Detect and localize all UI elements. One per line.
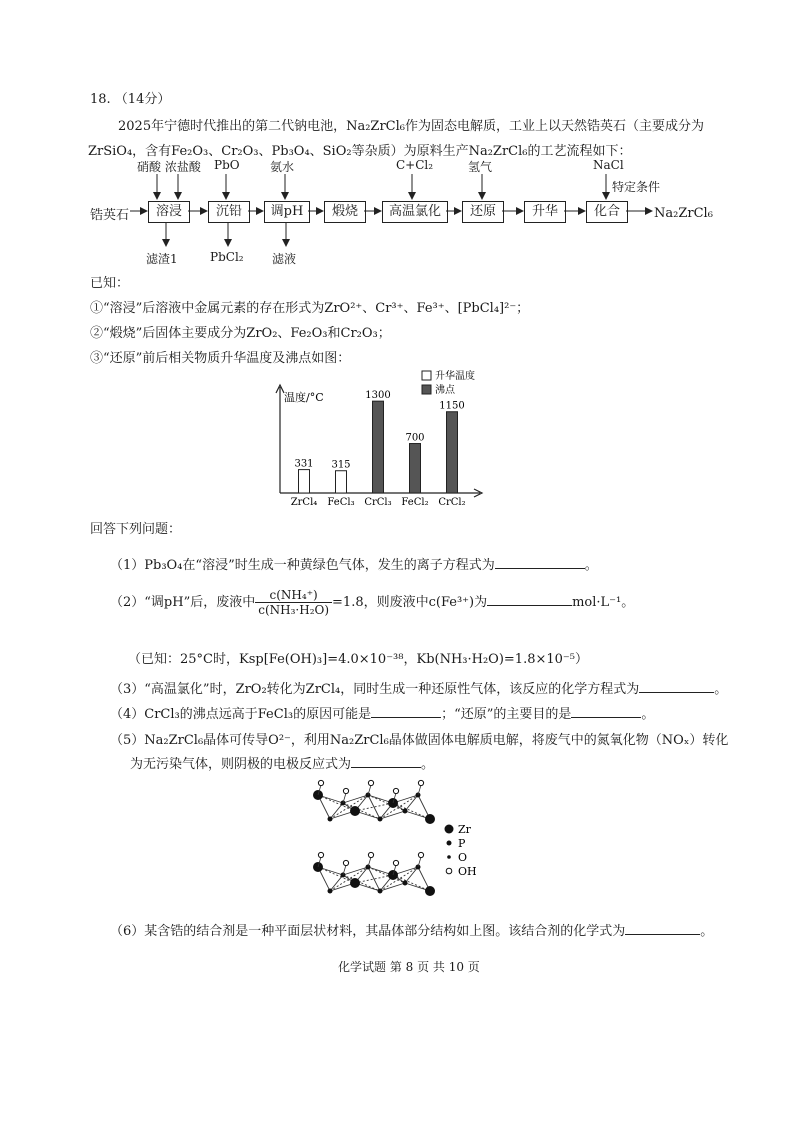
x-tick-label-4: CrCl₂: [438, 497, 466, 508]
x-tick-label-2: CrCl₃: [364, 497, 392, 508]
question-5-line-2: [130, 753, 434, 772]
oh-group: [343, 860, 348, 865]
flow-start: 锆英石: [90, 208, 130, 223]
flow-end: Na₂ZrCl₆: [654, 206, 713, 221]
question-4: [110, 703, 654, 722]
legend-o: O: [458, 851, 468, 864]
p-atom: [328, 817, 333, 822]
flow-output-pbcl2: PbCl₂: [210, 250, 244, 264]
intro-line-1: 2025年宁德时代推出的第二代钠电池，Na₂ZrCl₆作为固态电解质，工业上以天然锆英石（主要成分为: [118, 119, 704, 134]
p-atom: [403, 809, 408, 814]
q6-answer-blank[interactable]: [625, 922, 700, 935]
legend-o-marker: [447, 855, 451, 859]
zr-atom: [350, 806, 360, 816]
flow-step-adjust-ph: 调pH: [264, 201, 310, 223]
bar-value-label-4: 1150: [439, 400, 465, 412]
oh-group: [318, 780, 323, 785]
bar-boiling-3: [410, 444, 421, 493]
legend-oh-marker: [446, 868, 452, 874]
q2-fraction: [255, 588, 332, 617]
q4-end: 。: [641, 707, 655, 722]
q4-answer-blank-2[interactable]: [571, 705, 641, 718]
crystal-layer-2: [313, 852, 435, 896]
question-2: [110, 588, 634, 617]
bar-value-label-1: 315: [331, 459, 351, 471]
flow-input-hydrogen: 氢气: [468, 160, 493, 174]
question-3: [110, 678, 727, 697]
flow-step-leach: 溶浸: [148, 201, 190, 223]
q2-text: （2）“调pH”后，废液中: [110, 595, 256, 610]
oh-group: [418, 852, 423, 857]
known-item-1: ①“溶浸”后溶液中金属元素的存在形式为ZrO²⁺、Cr³⁺、Fe³⁺、[PbCl₄]²⁻；: [90, 301, 530, 316]
flow-input-c-cl2: C+Cl₂: [396, 158, 434, 172]
flow-input-nacl: NaCl: [593, 158, 624, 172]
flow-condition: 特定条件: [612, 180, 661, 194]
legend-zr: Zr: [458, 823, 471, 836]
legend-boiling: 沸点: [435, 385, 455, 396]
oh-group: [343, 788, 348, 793]
legend-p: P: [458, 837, 466, 850]
q5-end: 。: [421, 757, 435, 772]
flow-output-filtrate: 滤液: [272, 252, 297, 266]
q3-end: 。: [714, 682, 728, 697]
p-atom: [403, 881, 408, 886]
question-6: [110, 920, 713, 939]
zr-atom: [350, 878, 360, 888]
flow-step-calcine: 煅烧: [324, 201, 366, 223]
flow-step-pb-precip: 沉铅: [208, 201, 250, 223]
q5-answer-blank[interactable]: [351, 755, 421, 768]
zr-atom: [425, 814, 435, 824]
q2-numerator: c(NH₄⁺): [255, 588, 332, 603]
zr-atom: [425, 886, 435, 896]
flow-input-acid: 硝酸 浓盐酸: [137, 160, 201, 174]
flow-arrows: [0, 0, 800, 280]
p-atom: [378, 817, 383, 822]
q6-end: 。: [700, 924, 714, 939]
oh-group: [368, 852, 373, 857]
q5-text: 为无污染气体，则阴极的电极反应式为: [130, 757, 352, 772]
bar-sublimation-0: [299, 470, 310, 493]
question-header: 18. （14分）: [90, 92, 171, 107]
oh-group: [318, 852, 323, 857]
bar-boiling-2: [373, 401, 384, 493]
p-atom: [378, 889, 383, 894]
q2-answer-blank[interactable]: [487, 593, 572, 606]
q2-note: （已知：25°C时，Ksp[Fe(OH)₃]=4.0×10⁻³⁸，Kb(NH₃·H₂O)=1.8×10⁻⁵）: [128, 652, 588, 667]
known-item-2: ②“煅烧”后固体主要成分为ZrO₂、Fe₂O₃和Cr₂O₃；: [90, 326, 391, 341]
q2-denominator: c(NH₃·H₂O): [258, 603, 330, 617]
q3-answer-blank[interactable]: [639, 680, 714, 693]
intro-line-2: ZrSiO₄，含有Fe₂O₃、Cr₂O₃、Pb₃O₄、SiO₂等杂质）为原料生产Na₂ZrCl₆的工艺流程如下：: [88, 144, 632, 159]
q1-answer-blank[interactable]: [495, 556, 585, 569]
flow-step-reduce: 还原: [462, 201, 504, 223]
bar-value-label-3: 700: [405, 432, 425, 444]
flow-output-residue: 滤渣1: [146, 252, 178, 266]
flow-input-ammonia: 氨水: [270, 160, 295, 174]
bar-value-label-2: 1300: [365, 390, 391, 402]
flow-step-combine: 化合: [586, 201, 628, 223]
legend-zr-marker: [445, 825, 454, 834]
q4-mid: ；“还原”的主要目的是: [441, 707, 572, 722]
x-tick-label-1: FeCl₃: [327, 497, 355, 508]
oh-group: [393, 788, 398, 793]
q4-answer-blank-1[interactable]: [371, 705, 441, 718]
flow-input-pbo: PbO: [214, 158, 240, 172]
q4-text: （4）CrCl₃的沸点远高于FeCl₃的原因可能是: [110, 707, 372, 722]
legend-swatch-sublimation: [422, 371, 431, 380]
known-item-3: ③“还原”前后相关物质升华温度及沸点如图：: [90, 351, 351, 366]
q1-end: 。: [584, 558, 598, 573]
p-atom: [328, 889, 333, 894]
answer-intro: 回答下列问题：: [90, 522, 182, 537]
q3-text: （3）“高温氯化”时，ZrO₂转化为ZrCl₄，同时生成一种还原性气体，该反应的化学方程式为: [110, 682, 640, 697]
crystal-layer-1: [313, 780, 435, 824]
q6-text: （6）某含锆的结合剂是一种平面层状材料，其晶体部分结构如上图。该结合剂的化学式为: [110, 924, 626, 939]
legend-sublimation: 升华温度: [435, 371, 475, 382]
temperature-bar-chart: [270, 365, 500, 510]
page-footer: 化学试题 第 8 页 共 10 页: [338, 960, 480, 974]
x-tick-label-0: ZrCl₄: [290, 497, 318, 508]
crystal-structure-figure: [300, 775, 500, 920]
bar-value-label-0: 331: [294, 458, 314, 470]
y-axis-label: 温度/°C: [284, 391, 324, 404]
bar-sublimation-1: [336, 471, 347, 493]
question-5-line-1: （5）Na₂ZrCl₆晶体可传导O²⁻，利用Na₂ZrCl₆晶体做固体电解质电解，将废气中的氮氧化物（NOₓ）转化: [110, 733, 729, 748]
q1-text: （1）Pb₃O₄在“溶浸”时生成一种黄绿色气体，发生的离子方程式为: [110, 558, 495, 573]
oh-group: [368, 780, 373, 785]
oh-group: [393, 860, 398, 865]
q2-mid: =1.8，则废液中c(Fe³⁺)为: [332, 595, 488, 610]
oh-group: [418, 780, 423, 785]
flow-step-chlorinate: 高温氯化: [382, 201, 448, 223]
legend-oh: OH: [458, 865, 477, 878]
known-title: 已知：: [90, 276, 130, 291]
question-1: [110, 554, 598, 573]
legend-p-marker: [447, 841, 452, 846]
q2-unit: mol·L⁻¹。: [572, 595, 635, 610]
flow-step-sublime: 升华: [524, 201, 566, 223]
x-tick-label-3: FeCl₂: [401, 497, 429, 508]
bar-boiling-4: [447, 412, 458, 493]
legend-swatch-boiling: [422, 385, 431, 394]
